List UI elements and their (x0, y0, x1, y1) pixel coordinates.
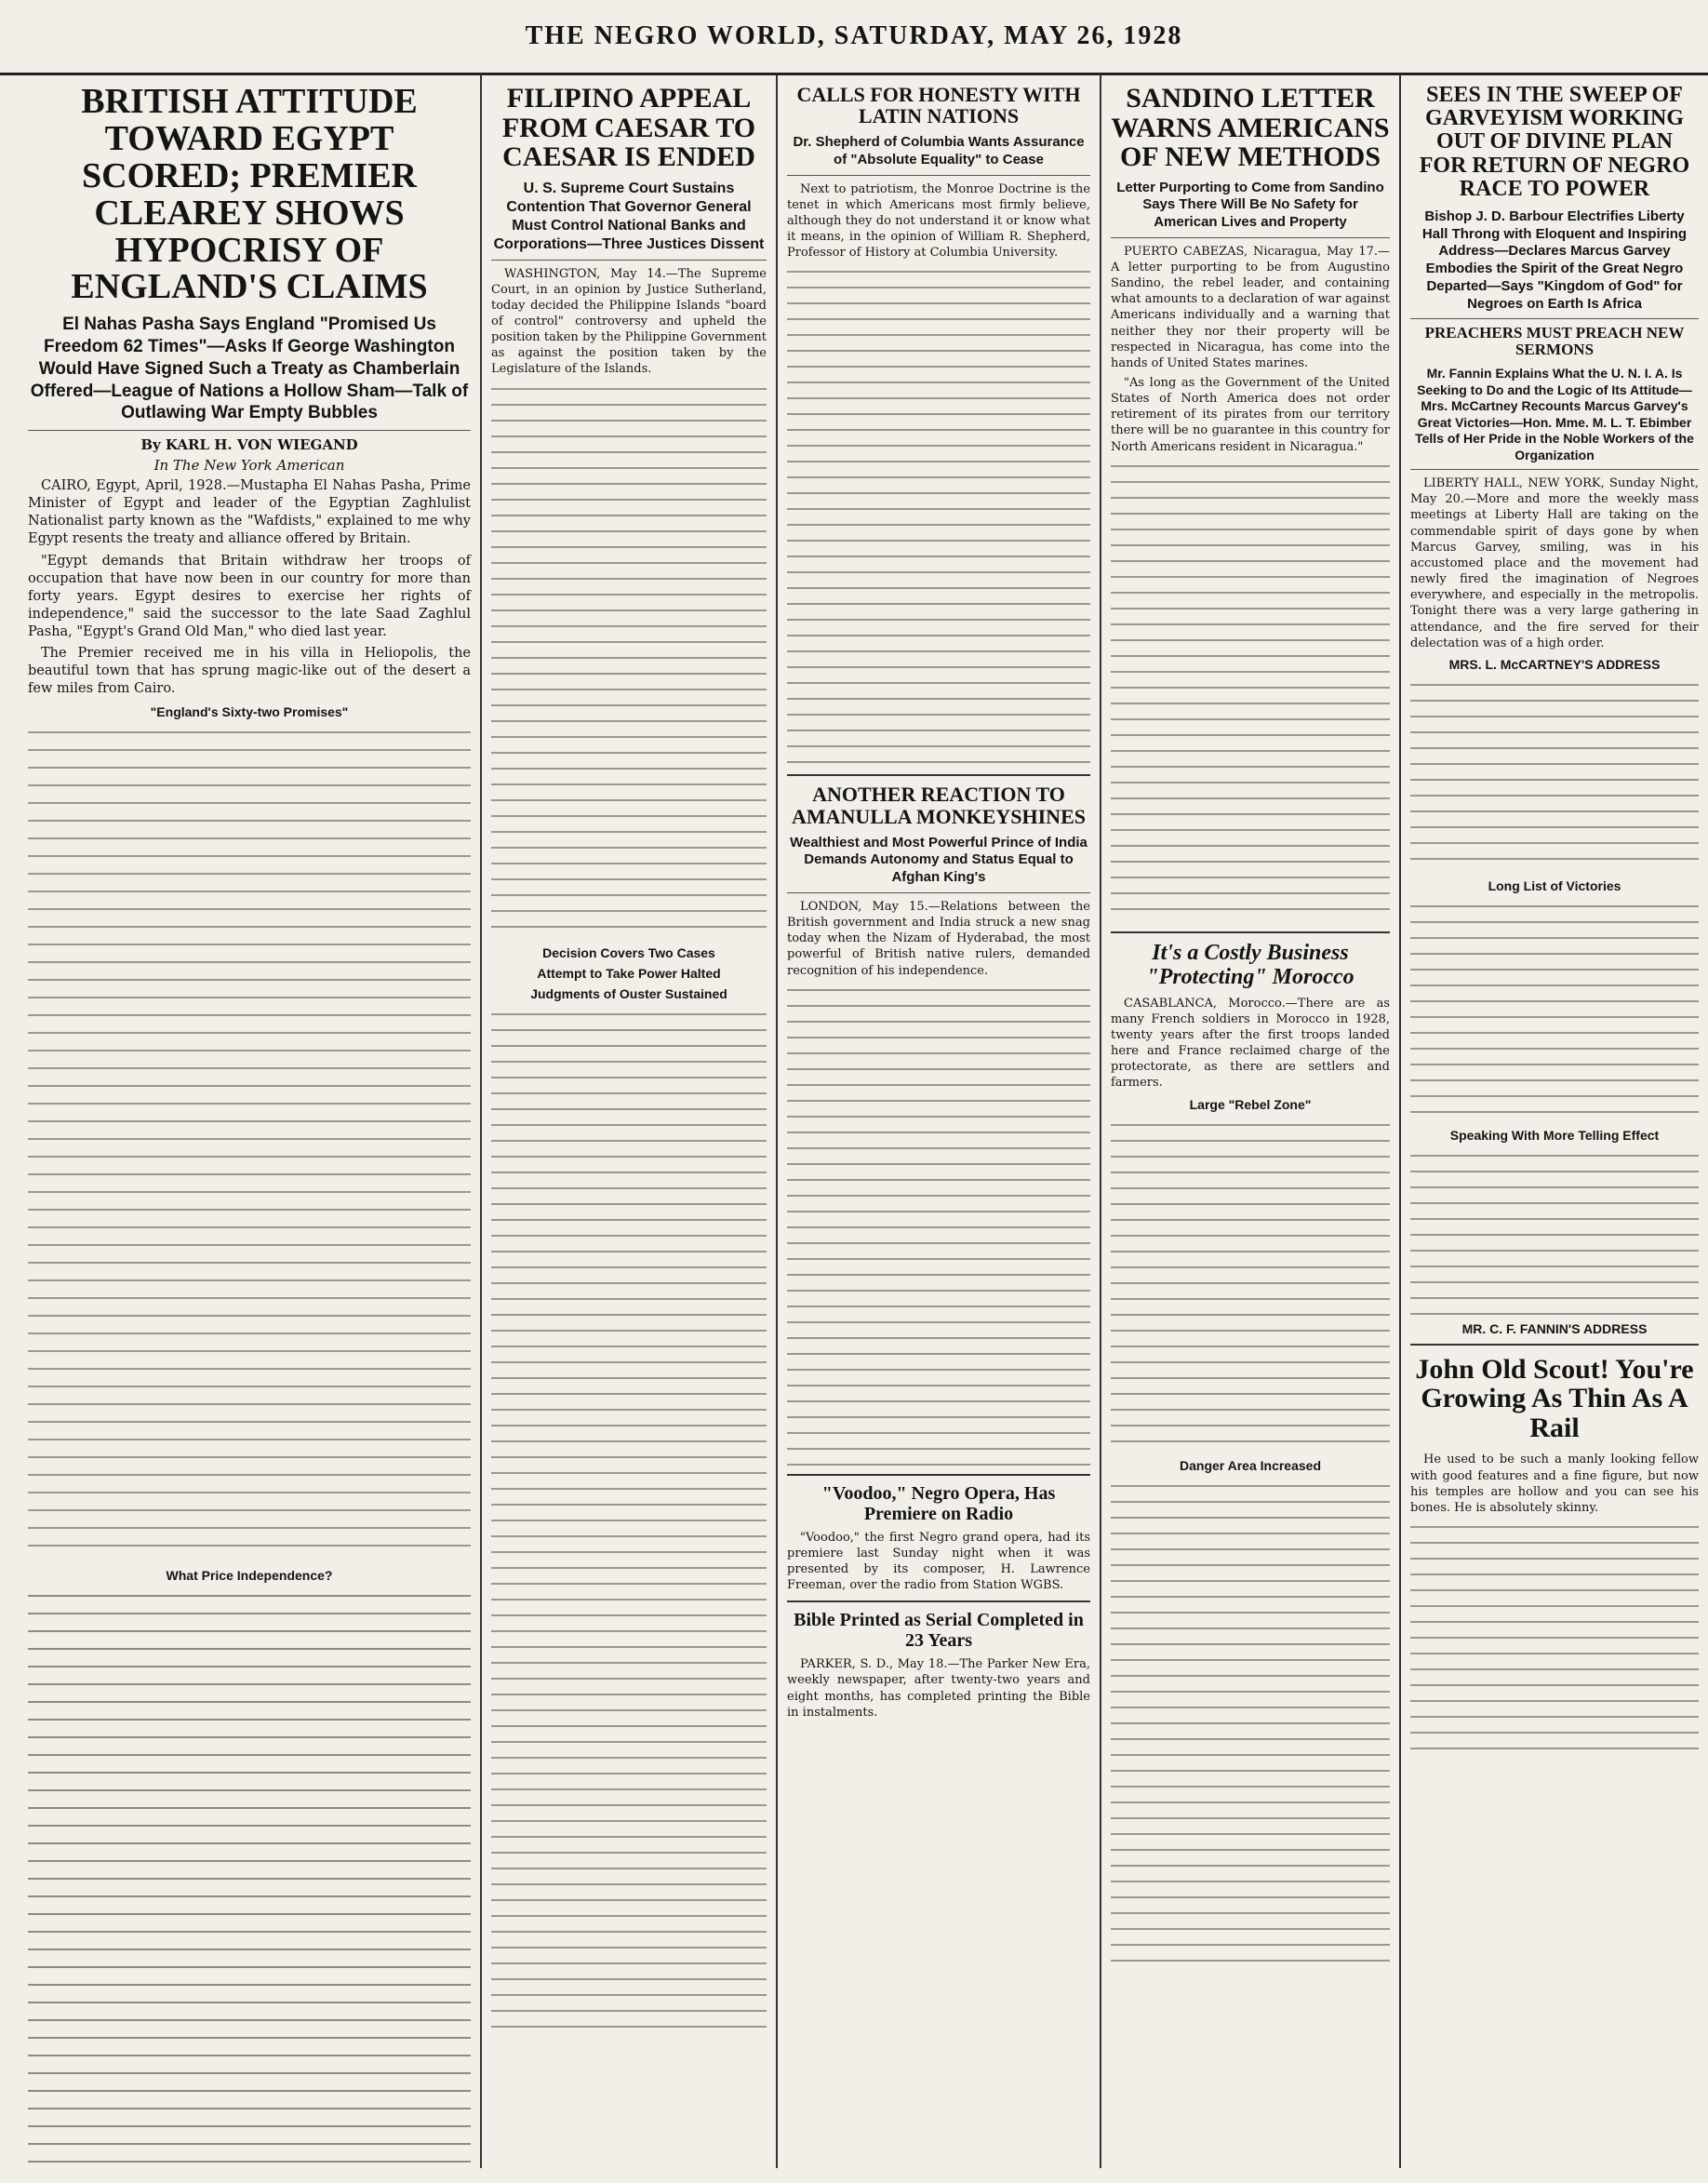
body-text-block (1410, 899, 1699, 1122)
subhead: Danger Area Increased (1180, 1457, 1321, 1473)
body-text-block (1111, 459, 1390, 924)
deck: Mr. Fannin Explains What the U. N. I. A. Is Seeking to Do and the Logic of Its Attitude—Mrs. McCartney Recounts Marcus Garvey's Great Victories—Hon. Mme. M. L. T. Ebimber Tells of Her Pride in the Noble Workers of the Organization (1410, 366, 1699, 470)
lead-paragraph: LONDON, May 15.—Relations between the British government and India struck a new snag today when the Nizam of Hyderabad, the most powerful of British native rulers, demanded recognition of his independence. (787, 899, 1090, 978)
subhead: Decision Covers Two Cases (542, 944, 715, 960)
byline: By KARL H. VON WIEGAND (140, 436, 358, 454)
article-filipino-appeal (482, 74, 778, 2168)
article-garveyism (1401, 74, 1708, 2168)
article-british-egypt (19, 74, 482, 2168)
headline: FILIPINO APPEAL FROM CAESAR TO CAESAR IS ENDED (501, 83, 756, 172)
headline: SANDINO LETTER WARNS AMERICANS OF NEW METHODS (1111, 83, 1390, 172)
paragraph: "As long as the Government of the United States of North America does not order retirement of its pirates from our territory there will be no guarantee in this country for North Americans resident in Nicaragua." (1111, 376, 1390, 454)
body-text-block (1410, 677, 1699, 873)
article-sandino-letter (1101, 74, 1401, 2168)
subhead: Speaking With More Telling Effect (1449, 1127, 1660, 1143)
masthead-title: THE NEGRO WORLD, SATURDAY, MAY 26, 1928 (525, 21, 1183, 50)
ad-body-block (1410, 1520, 1699, 1761)
deck: Letter Purporting to Come from Sandino Says There Will Be No Safety for American Lives and Property (1111, 180, 1390, 238)
lead-paragraph: Next to patriotism, the Monroe Doctrine is the tenet in which Americans most firmly believe, although they do not understand it or know what it means, in the opinion of William R. Shepherd, Professor of History at Columbia University. (787, 181, 1090, 261)
byline-source: In The New York American (153, 457, 345, 475)
headline: Bible Printed as Serial Completed in 23 Years (794, 1610, 1084, 1652)
body-text-block (1410, 1148, 1699, 1316)
headline: ANOTHER REACTION TO AMANULLA MONKEYSHINES (792, 783, 1086, 828)
headline: "Voodoo," Negro Opera, Has Premiere on Radio (821, 1482, 1056, 1524)
subhead: MR. C. F. FANNIN'S ADDRESS (1461, 1320, 1648, 1336)
lead-paragraph: PUERTO CABEZAS, Nicaragua, May 17.—A letter purporting to be from Augustino Sandino, the rebel leader, and containing what amounts to a declaration of war against Americans individually and a warning that neither they nor their property will be respected in Nicaragua, has come into the hands of United States marines. (1111, 244, 1390, 370)
deck: Dr. Shepherd of Columbia Wants Assurance of "Absolute Equality" to Cease (787, 134, 1090, 176)
article-latin-nations (778, 74, 1101, 2168)
lead-paragraph: LIBERTY HALL, NEW YORK, Sunday Night, May 20.—More and more the weekly mass meetings at Liberty Hall are taking on the commendable spirit of days gone by when Marcus Garvey, smiling, was in his accustomed place and the movement had newly fired the imagination of Negroes everywhere, and especially in the metropolis. Tonight there was a very large gathering in attendance, and the fire served for their delectation was of a high order. (1410, 476, 1699, 650)
lead-paragraph: CAIRO, Egypt, April, 1928.—Mustapha El Nahas Pasha, Prime Minister of Egypt and leader of the Egyptian Zaghlulist Nationalist party known as the "Wafdists," explained to me why Egypt resents the treaty and alliance offered by Britain. (28, 478, 471, 547)
paragraph: The Premier received me in his villa in Heliopolis, the beautiful town that has sprung magic-like out of the desert a few miles from Cairo. (28, 646, 471, 697)
body-text-block (787, 983, 1090, 1466)
deck: Bishop J. D. Barbour Electrifies Liberty Hall Throng with Eloquent and Inspiring Address—Declares Marcus Garvey Embodies the Spirit of the Great Negro Departed—Says "Kingdom of God" for Negroes on Earth Is Africa (1410, 208, 1699, 320)
divider (1111, 931, 1390, 933)
subhead: Long List of Victories (1488, 877, 1621, 893)
lead-paragraph: CASABLANCA, Morocco.—There are as many French soldiers in Morocco in 1928, twenty years after the first troops landed here and France reclaimed charge of the protectorate, as there are settlers and farmers. (1111, 996, 1390, 1091)
subhead: Attempt to Take Power Halted (537, 965, 721, 981)
ad-headline: John Old Scout! You're Growing As Thin As A Rail (1415, 1353, 1694, 1443)
subhead: Large "Rebel Zone" (1189, 1096, 1312, 1112)
deck: Wealthiest and Most Powerful Prince of India Demands Autonomy and Status Equal to Afghan King's (787, 835, 1090, 893)
subhead: MRS. L. McCARTNEY'S ADDRESS (1448, 656, 1661, 672)
headline: BRITISH ATTITUDE TOWARD EGYPT SCORED; PREMIER CLEAREY SHOWS HYPOCRISY OF ENGLAND'S CLAIMS (71, 82, 428, 307)
lead-paragraph: PARKER, S. D., May 18.—The Parker New Era, weekly newspaper, after twenty-two years and eight months, has completed printing the Bible in instalments. (787, 1657, 1090, 1720)
paragraph: "Egypt demands that Britain withdraw her troops of occupation that have now been in our country for more than forty years. Egypt desires to exercise her rights of independence," said the successor to the late Saad Zaghlul Pasha, "Egypt's Grand Old Man," who died last year. (28, 553, 471, 640)
subhead: "England's Sixty-two Promises" (150, 703, 349, 719)
headline: SEES IN THE SWEEP OF GARVEYISM WORKING OUT OF DIVINE PLAN FOR RETURN OF NEGRO RACE TO POWER (1419, 83, 1690, 201)
body-text-block (28, 725, 471, 1562)
lead-paragraph: "Voodoo," the first Negro grand opera, had its premiere last Sunday night when it was presented by its composer, H. Lawrence Freeman, over the radio from Station WGBS. (787, 1530, 1090, 1593)
body-text-block (787, 264, 1090, 767)
divider (787, 1474, 1090, 1476)
lead-paragraph: WASHINGTON, May 14.—The Supreme Court, in an opinion by Justice Sutherland, today decided the Philippine Islands "board of control" controversy and upheld the position taken by the Philippine Government as against the position taken by the Legislature of the Islands. (491, 266, 767, 377)
body-text-block (491, 382, 767, 940)
body-text-block (491, 1007, 767, 2030)
divider (787, 774, 1090, 776)
headline: CALLS FOR HONESTY WITH LATIN NATIONS (796, 83, 1081, 128)
divider (787, 1600, 1090, 1602)
ad-text: He used to be such a manly looking fellow with good features and a fine figure, but now his temples are hollow and you can see his bones. He is absolutely skinny. (1410, 1453, 1699, 1515)
deck: U. S. Supreme Court Sustains Contention That Governor General Must Control National Banks and Corporations—Three Justices Dissent (491, 180, 767, 261)
headline: PREACHERS MUST PREACH NEW SERMONS (1424, 324, 1685, 359)
deck: El Nahas Pasha Says England "Promised Us Freedom 62 Times"—Asks If George Washington Would Have Signed Such a Treaty as Chamberlain Offered—League of Nations a Hollow Sham—Talk of Outlawing War Empty Bubbles (28, 314, 471, 431)
headline: It's a Costly Business "Protecting" Morocco (1146, 940, 1354, 990)
subhead: Judgments of Ouster Sustained (530, 985, 727, 1001)
body-text-block (28, 1588, 471, 2168)
subhead: What Price Independence? (166, 1567, 333, 1583)
divider (1410, 1344, 1699, 1346)
body-text-block (1111, 1118, 1390, 1453)
masthead (0, 0, 1708, 75)
body-text-block (1111, 1479, 1390, 1962)
